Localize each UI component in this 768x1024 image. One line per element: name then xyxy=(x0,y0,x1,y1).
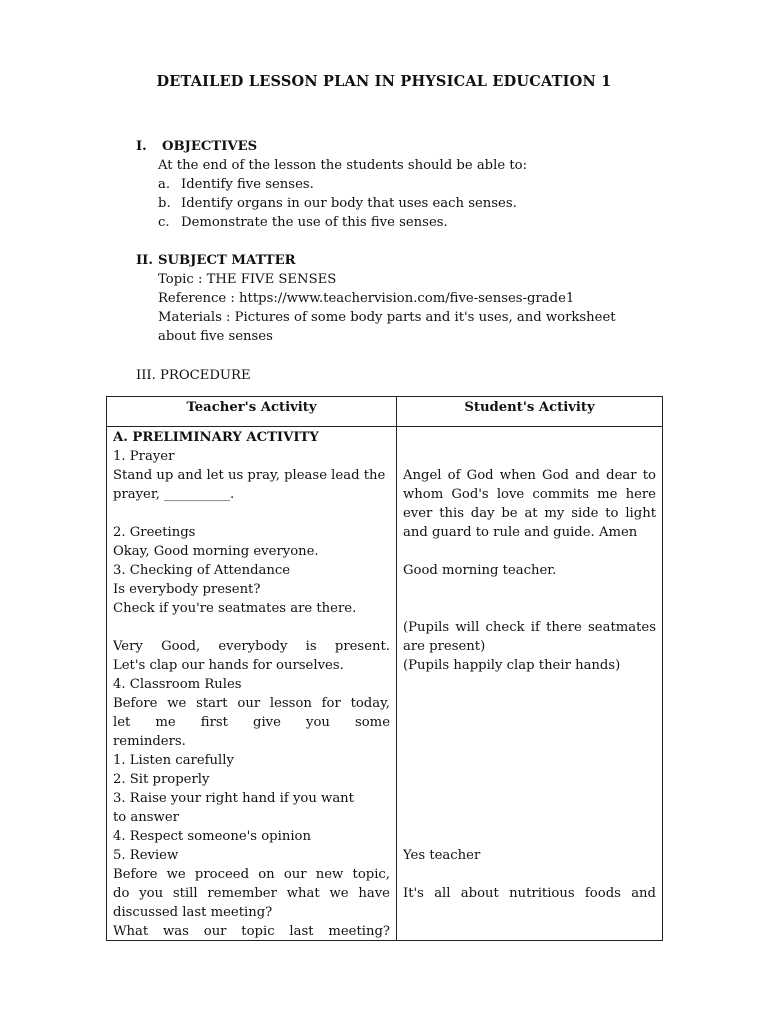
student-activity-line xyxy=(403,827,656,846)
objectives-title: OBJECTIVES xyxy=(162,139,258,154)
objective-item xyxy=(136,175,676,194)
reference-line: Reference : https://www.teachervision.com/five-senses-grade1 xyxy=(158,291,575,306)
student-activity-line: Angel of God when God and dear to xyxy=(403,468,656,483)
teacher-activity-line: Before we proceed on our new topic, xyxy=(113,867,390,882)
objective-text: Identify organs in our body that uses each senses. xyxy=(181,196,517,211)
subject-matter-title: SUBJECT MATTER xyxy=(158,253,296,268)
teacher-activity-line: reminders. xyxy=(113,734,186,749)
teacher-activity-cell xyxy=(107,427,397,941)
objective-text: Identify five senses. xyxy=(181,177,314,192)
teacher-activity-line: do you still remember what we have xyxy=(113,886,390,901)
subject-matter-section xyxy=(136,251,676,346)
teacher-activity-line: 1. Prayer xyxy=(113,449,175,464)
teacher-activity-line: let me first give you some xyxy=(113,715,390,730)
teacher-activity-header: Teacher's Activity xyxy=(107,397,397,427)
student-activity-line xyxy=(403,770,656,789)
topic-line: Topic : THE FIVE SENSES xyxy=(158,272,337,287)
objectives-number: I. xyxy=(136,139,147,154)
teacher-activity-line xyxy=(113,504,390,523)
teacher-activity-line: 1. Listen carefully xyxy=(113,753,234,768)
objectives-heading xyxy=(136,137,676,156)
student-activity-line: (Pupils will check if there seatmates xyxy=(403,620,656,635)
student-activity-cell xyxy=(397,427,663,941)
objectives-section xyxy=(136,137,676,232)
teacher-activity-line: Check if you're seatmates are there. xyxy=(113,601,357,616)
teacher-activity-line: 2. Sit properly xyxy=(113,772,210,787)
teacher-activity-line: 4. Respect someone's opinion xyxy=(113,829,311,844)
student-activity-line xyxy=(403,599,656,618)
student-activity-line: whom God's love commits me here xyxy=(403,487,656,502)
teacher-activity-line: 3. Checking of Attendance xyxy=(113,563,291,578)
objective-text: Demonstrate the use of this five senses. xyxy=(181,215,448,230)
teacher-activity-line: A. PRELIMINARY ACTIVITY xyxy=(113,430,319,445)
objective-label: b. xyxy=(158,196,171,211)
student-activity-line xyxy=(403,542,656,561)
student-activity-line xyxy=(403,428,656,447)
teacher-activity-line: 2. Greetings xyxy=(113,525,196,540)
teacher-activity-line: to answer xyxy=(113,810,179,825)
student-activity-line: are present) xyxy=(403,639,486,654)
student-activity-line: ever this day be at my side to light xyxy=(403,506,656,521)
student-activity-line: and guard to rule and guide. Amen xyxy=(403,525,638,540)
student-activity-line xyxy=(403,694,656,713)
teacher-activity-line: discussed last meeting? xyxy=(113,905,273,920)
student-activity-header: Student's Activity xyxy=(397,397,663,427)
subject-matter-heading xyxy=(136,251,676,270)
subject-matter-number: II. xyxy=(136,253,153,268)
table-header-row xyxy=(107,397,663,427)
student-activity-line xyxy=(403,751,656,770)
page-title: DETAILED LESSON PLAN IN PHYSICAL EDUCATION 1 xyxy=(156,73,612,90)
teacher-activity-line: Let's clap our hands for ourselves. xyxy=(113,658,344,673)
procedure-table xyxy=(106,396,663,941)
teacher-activity-lines xyxy=(113,427,390,940)
teacher-activity-line: Very Good, everybody is present. xyxy=(113,639,390,654)
student-activity-line: Yes teacher xyxy=(403,848,481,863)
student-activity-line xyxy=(403,808,656,827)
materials-line: Materials : Pictures of some body parts and it's uses, and worksheet about five senses xyxy=(158,310,616,344)
teacher-activity-line xyxy=(113,618,390,637)
student-activity-line: (Pupils happily clap their hands) xyxy=(403,658,621,673)
teacher-activity-line: 3. Raise your right hand if you want xyxy=(113,791,354,806)
teacher-activity-line: Okay, Good morning everyone. xyxy=(113,544,319,559)
teacher-activity-line: Before we start our lesson for today, xyxy=(113,696,390,711)
student-activity-line xyxy=(403,789,656,808)
objective-label: c. xyxy=(158,215,170,230)
teacher-activity-line: What was our topic last meeting? xyxy=(113,924,390,939)
objectives-intro: At the end of the lesson the students should be able to: xyxy=(158,158,528,173)
objective-label: a. xyxy=(158,177,171,192)
table-row xyxy=(107,427,663,941)
student-activity-line: Good morning teacher. xyxy=(403,563,557,578)
student-activity-lines xyxy=(403,427,656,940)
teacher-activity-line: Is everybody present? xyxy=(113,582,261,597)
procedure-heading: III. PROCEDURE xyxy=(136,368,251,383)
objective-item xyxy=(136,194,676,213)
student-activity-line xyxy=(403,865,656,884)
student-activity-line xyxy=(403,732,656,751)
objective-item xyxy=(136,213,676,232)
student-activity-line xyxy=(403,675,656,694)
student-activity-line: It's all about nutritious foods and xyxy=(403,886,656,901)
student-activity-line xyxy=(403,580,656,599)
student-activity-line xyxy=(403,447,656,466)
teacher-activity-line: Stand up and let us pray, please lead the prayer, __________. xyxy=(113,468,386,502)
teacher-activity-line: 5. Review xyxy=(113,848,179,863)
student-activity-line xyxy=(403,713,656,732)
teacher-activity-line: 4. Classroom Rules xyxy=(113,677,242,692)
